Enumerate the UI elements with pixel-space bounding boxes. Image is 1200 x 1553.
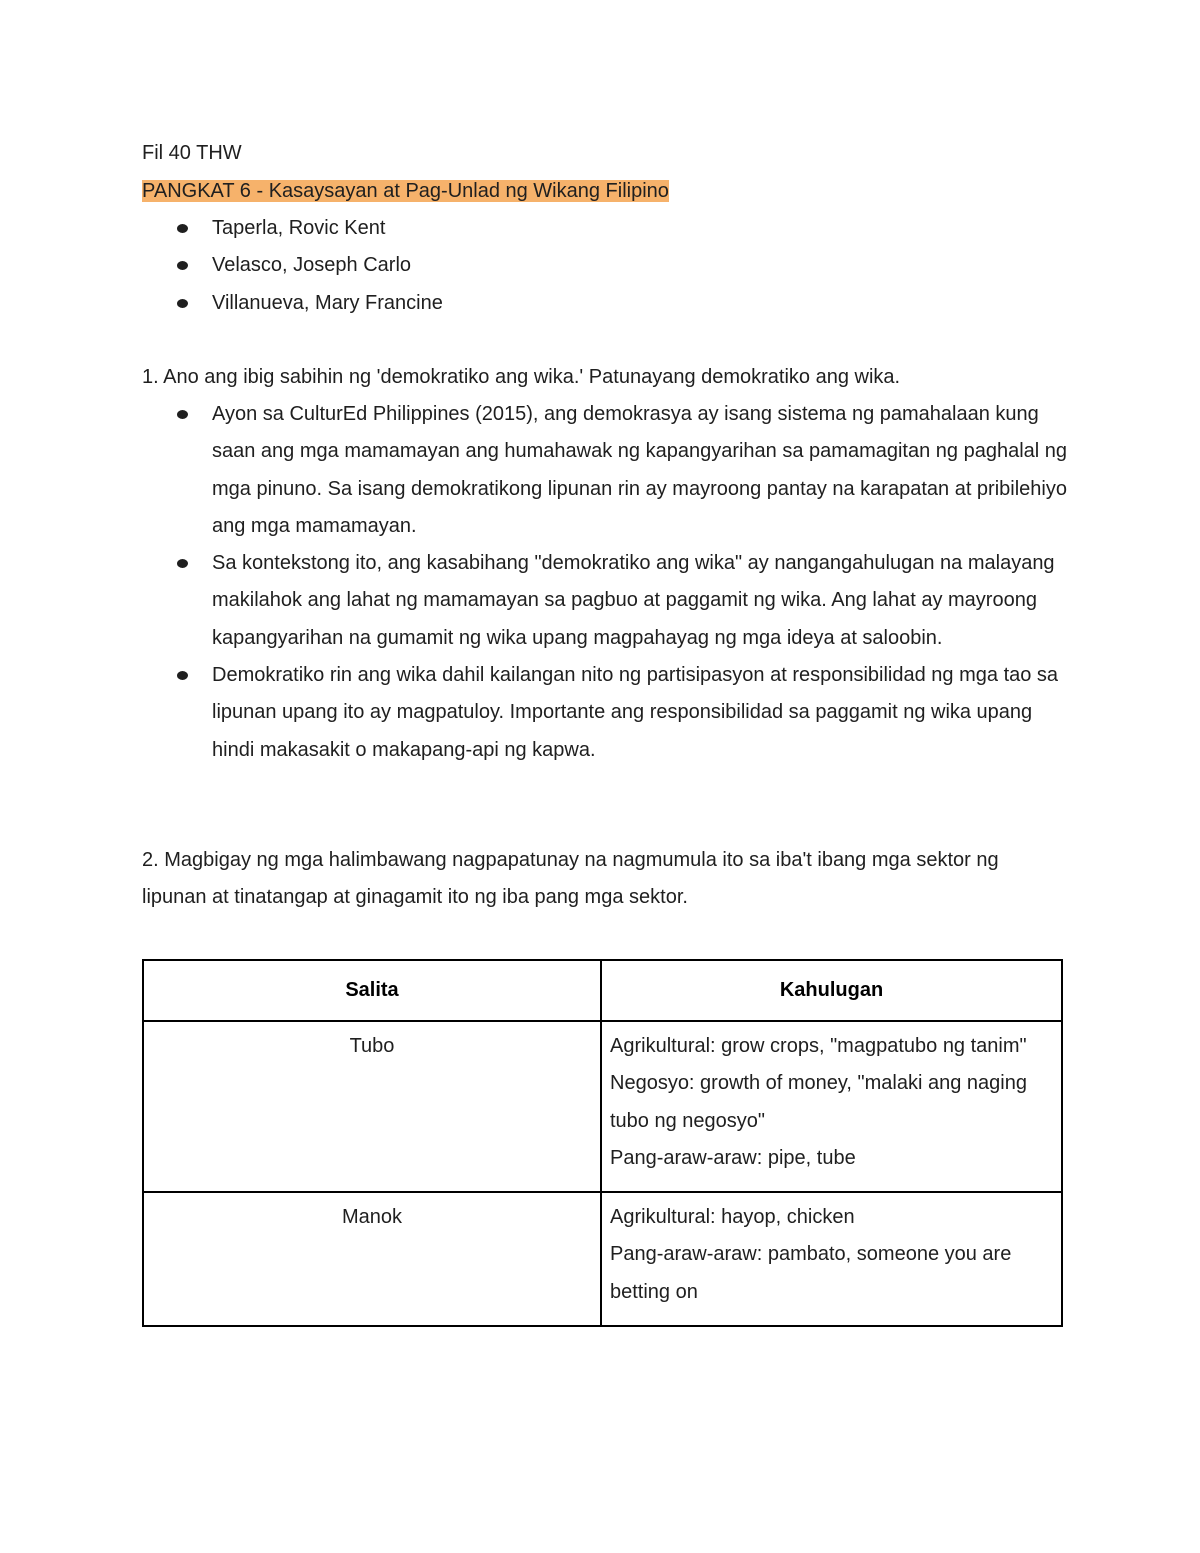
table-header-row [143,960,1062,1021]
meaning-line: Negosyo: growth of money, "malaki ang naging tubo ng negosyo" [610,1072,1027,1132]
table-row [143,1021,1062,1192]
course-code: Fil 40 THW [142,142,242,164]
list-item [0,545,1200,657]
group-title [142,173,669,210]
question-1-answer-list [0,396,1200,769]
group-title-highlight: PANGKAT 6 - Kasaysayan at Pag-Unlad ng Wikang Filipino [142,180,669,202]
question-2: 2. Magbigay ng mga halimbawang nagpapatunay na nagmumula ito sa iba't ibang mga sektor ng lipunan at tinatangap at ginagamit ito ng iba pang mga sektor. [142,849,999,909]
member-name: Villanueva, Mary Francine [212,291,443,314]
member-name: Taperla, Rovic Kent [212,217,386,239]
bullet-icon [177,559,188,568]
column-header-word: Salita [143,960,601,1021]
answer-text: Demokratiko rin ang wika dahil kailangan nito ng partisipasyon at responsibilidad ng mga tao sa lipunan upang ito ay magpatuloy. Importante ang responsibilidad sa paggamit ng wika upang hindi makasakit o makapang-api ng kapwa. [212,664,1059,761]
list-item [0,396,1200,545]
column-header-meaning: Kahulugan [601,960,1062,1021]
word-cell: Tubo [143,1021,601,1192]
meaning-cell [601,1021,1062,1192]
member-list [0,210,1200,322]
list-item [0,285,1200,322]
meaning-line: Agrikultural: grow crops, "magpatubo ng tanim" [610,1035,1027,1057]
list-item [0,657,1200,769]
meaning-cell [601,1192,1062,1326]
question-1: 1. Ano ang ibig sabihin ng 'demokratiko ang wika.' Patunayang demokratiko ang wika. [142,366,901,388]
list-item [0,210,1200,247]
table-row [143,1192,1062,1326]
word-cell: Manok [143,1192,601,1326]
meaning-line: Pang-araw-araw: pambato, someone you are betting on [610,1243,1012,1303]
bullet-icon [177,224,188,233]
list-item [0,247,1200,284]
meaning-line: Agrikultural: hayop, chicken [610,1206,855,1229]
bullet-icon [177,261,188,270]
bullet-icon [177,671,188,680]
meaning-line: Pang-araw-araw: pipe, tube [610,1146,856,1169]
answer-text: Sa kontekstong ito, ang kasabihang "demokratiko ang wika" ay nangangahulugan na malayang makilahok ang lahat ng mamamayan sa pagbuo at paggamit ng wika. Ang lahat ay mayroong kapangyarihan na gumamit ng wika upang magpahayag ng mga ideya at saloobin. [212,552,1055,649]
bullet-icon [177,410,188,419]
terms-table [142,959,1063,1327]
answer-text: Ayon sa CulturEd Philippines (2015), ang demokrasya ay isang sistema ng pamahalaan kung saan ang mga mamamayan ang humahawak ng kapangyarihan sa pamamagitan ng paghalal ng mga pinuno. Sa isang demokratikong lipunan rin ay mayroong pantay na karapatan at pribilehiyo ang mga mamamayan. [212,403,1068,537]
bullet-icon [177,299,188,308]
member-name: Velasco, Joseph Carlo [212,254,412,277]
